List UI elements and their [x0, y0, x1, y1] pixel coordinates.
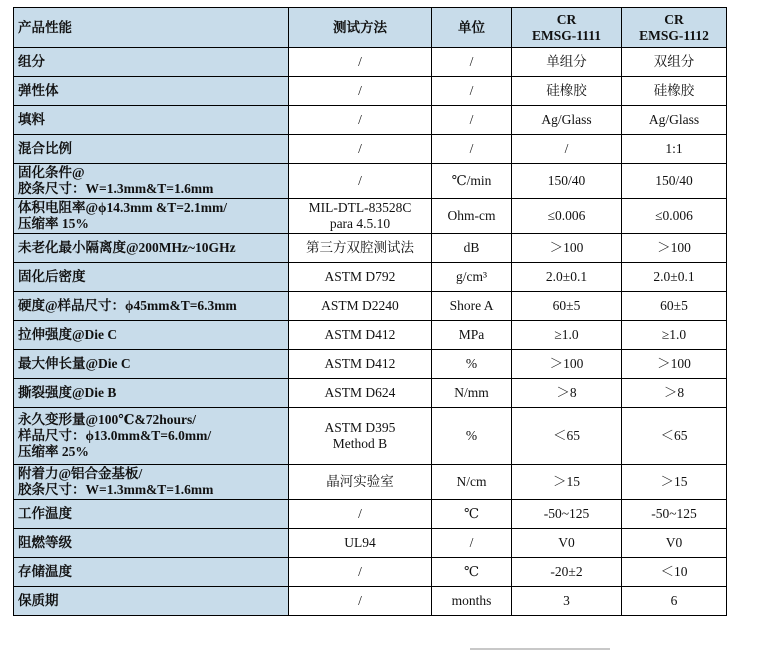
property-name: [14, 48, 289, 77]
test-method: ASTM D624: [289, 379, 432, 408]
unit-cell: %: [432, 350, 512, 379]
unit-cell: /: [432, 135, 512, 164]
value-emsg-1111: ＜65: [512, 408, 622, 465]
value-emsg-1111: 60±5: [512, 292, 622, 321]
test-method: UL94: [289, 529, 432, 558]
unit-cell: %: [432, 408, 512, 465]
value-emsg-1112: 150/40: [622, 164, 727, 199]
value-emsg-1112: ＞8: [622, 379, 727, 408]
value-emsg-1111: 150/40: [512, 164, 622, 199]
test-method: /: [289, 164, 432, 199]
test-method: /: [289, 500, 432, 529]
property-name: [14, 135, 289, 164]
value-emsg-1112: V0: [622, 529, 727, 558]
unit-cell: N/mm: [432, 379, 512, 408]
header-unit: 单位: [432, 8, 512, 48]
bottom-divider: [470, 648, 610, 650]
value-emsg-1112: 硅橡胶: [622, 77, 727, 106]
value-emsg-1112: ≥1.0: [622, 321, 727, 350]
property-name-line: 固化条件@: [18, 165, 85, 180]
value-emsg-1111: ≥1.0: [512, 321, 622, 350]
table-row: [14, 48, 727, 77]
property-name-line: 存储温度: [18, 564, 72, 579]
test-method: ASTM D792: [289, 263, 432, 292]
value-emsg-1111: ≤0.006: [512, 199, 622, 234]
value-emsg-1111: ＞100: [512, 234, 622, 263]
value-emsg-1111: /: [512, 135, 622, 164]
property-name: [14, 321, 289, 350]
table-row: [14, 379, 727, 408]
header-product-1112-line1: CR: [664, 11, 684, 27]
table-row: [14, 106, 727, 135]
value-emsg-1112: 双组分: [622, 48, 727, 77]
test-method: 第三方双腔测试法: [289, 234, 432, 263]
test-method: [289, 408, 432, 465]
test-method: 晶河实验室: [289, 465, 432, 500]
table-row: [14, 500, 727, 529]
unit-cell: ℃/min: [432, 164, 512, 199]
value-emsg-1111: 单组分: [512, 48, 622, 77]
test-method-line: Method B: [332, 436, 388, 451]
value-emsg-1112: Ag/Glass: [622, 106, 727, 135]
unit-cell: /: [432, 106, 512, 135]
table-row: [14, 529, 727, 558]
property-name-line: 胶条尺寸：W=1.3mm&T=1.6mm: [18, 181, 214, 196]
spec-body: [14, 48, 727, 616]
value-emsg-1112: ＜65: [622, 408, 727, 465]
value-emsg-1111: ＞15: [512, 465, 622, 500]
property-name: [14, 529, 289, 558]
property-name: [14, 106, 289, 135]
value-emsg-1112: ＞100: [622, 234, 727, 263]
property-name-line: 填料: [18, 112, 45, 127]
test-method: ASTM D2240: [289, 292, 432, 321]
value-emsg-1111: -50~125: [512, 500, 622, 529]
property-name-line: 组分: [18, 54, 45, 69]
value-emsg-1112: ＞100: [622, 350, 727, 379]
property-name-line: 保质期: [18, 593, 59, 608]
property-name-line: 固化后密度: [18, 269, 86, 284]
unit-cell: months: [432, 587, 512, 616]
property-name: [14, 199, 289, 234]
table-row: [14, 350, 727, 379]
test-method: ASTM D412: [289, 321, 432, 350]
table-row: [14, 408, 727, 465]
value-emsg-1111: ＞8: [512, 379, 622, 408]
property-name-line: 撕裂强度@Die B: [18, 385, 117, 400]
unit-cell: Shore A: [432, 292, 512, 321]
unit-cell: ℃: [432, 558, 512, 587]
test-method: /: [289, 77, 432, 106]
table-row: [14, 199, 727, 234]
property-name: [14, 379, 289, 408]
table-row: [14, 465, 727, 500]
header-product-1111-line1: CR: [556, 11, 577, 27]
test-method: ASTM D412: [289, 350, 432, 379]
test-method-line: para 4.5.10: [329, 216, 391, 231]
value-emsg-1111: 2.0±0.1: [512, 263, 622, 292]
spec-table: [13, 7, 727, 616]
unit-cell: N/cm: [432, 465, 512, 500]
table-row: [14, 558, 727, 587]
property-name-line: 胶条尺寸：W=1.3mm&T=1.6mm: [18, 482, 214, 497]
property-name-line: 最大伸长量@Die C: [18, 356, 131, 371]
property-name-line: 永久变形量@100℃&72hours/: [18, 412, 196, 427]
property-name: [14, 587, 289, 616]
property-name-line: 附着力@铝合金基板/: [18, 466, 143, 481]
value-emsg-1112: ＞15: [622, 465, 727, 500]
test-method: /: [289, 135, 432, 164]
value-emsg-1112: ＜10: [622, 558, 727, 587]
property-name-line: 混合比例: [18, 141, 72, 156]
property-name: [14, 292, 289, 321]
value-emsg-1111: 3: [512, 587, 622, 616]
value-emsg-1112: 60±5: [622, 292, 727, 321]
property-name-line: 压缩率 25%: [18, 444, 89, 459]
property-name: [14, 77, 289, 106]
unit-cell: /: [432, 48, 512, 77]
property-name-line: 弹性体: [18, 83, 59, 98]
test-method: /: [289, 587, 432, 616]
value-emsg-1112: 6: [622, 587, 727, 616]
property-name: [14, 263, 289, 292]
value-emsg-1112: 1:1: [622, 135, 727, 164]
property-name: [14, 500, 289, 529]
property-name: [14, 234, 289, 263]
test-method: [289, 199, 432, 234]
property-name-line: 未老化最小隔离度@200MHz~10GHz: [18, 240, 236, 255]
property-name-line: 硬度@样品尺寸：ϕ45mm&T=6.3mm: [18, 298, 237, 313]
test-method-line: ASTM D395: [324, 420, 396, 435]
header-product-1111-line2: EMSG-1111: [531, 27, 602, 43]
test-method: /: [289, 48, 432, 77]
property-name: [14, 408, 289, 465]
property-name: [14, 350, 289, 379]
header-method: 测试方法: [289, 8, 432, 48]
unit-cell: g/cm³: [432, 263, 512, 292]
unit-cell: MPa: [432, 321, 512, 350]
header-row: [14, 8, 727, 48]
value-emsg-1111: Ag/Glass: [512, 106, 622, 135]
unit-cell: Ohm-cm: [432, 199, 512, 234]
value-emsg-1112: ≤0.006: [622, 199, 727, 234]
value-emsg-1111: 硅橡胶: [512, 77, 622, 106]
header-property: 产品性能: [14, 8, 289, 48]
property-name: [14, 558, 289, 587]
table-row: [14, 292, 727, 321]
header-product-1112-line2: EMSG-1112: [639, 27, 709, 43]
value-emsg-1111: -20±2: [512, 558, 622, 587]
test-method: /: [289, 558, 432, 587]
property-name-line: 阻燃等级: [18, 535, 72, 550]
unit-cell: dB: [432, 234, 512, 263]
property-name: [14, 164, 289, 199]
table-row: [14, 263, 727, 292]
value-emsg-1112: -50~125: [622, 500, 727, 529]
header-product-1112: [622, 8, 727, 48]
test-method-line: MIL-DTL-83528C: [308, 200, 412, 215]
value-emsg-1111: ＞100: [512, 350, 622, 379]
table-row: [14, 164, 727, 199]
table-row: [14, 234, 727, 263]
property-name-line: 工作温度: [18, 506, 72, 521]
property-name-line: 拉伸强度@Die C: [18, 327, 118, 342]
property-name-line: 压缩率 15%: [18, 216, 89, 231]
value-emsg-1111: V0: [512, 529, 622, 558]
table-row: [14, 135, 727, 164]
value-emsg-1112: 2.0±0.1: [622, 263, 727, 292]
property-name-line: 体积电阻率@ϕ14.3mm &T=2.1mm/: [18, 200, 228, 215]
unit-cell: ℃: [432, 500, 512, 529]
table-row: [14, 587, 727, 616]
property-name-line: 样品尺寸：ϕ13.0mm&T=6.0mm/: [18, 428, 212, 443]
unit-cell: /: [432, 77, 512, 106]
test-method: /: [289, 106, 432, 135]
property-name: [14, 465, 289, 500]
unit-cell: /: [432, 529, 512, 558]
table-row: [14, 321, 727, 350]
header-product-1111: [512, 8, 622, 48]
table-row: [14, 77, 727, 106]
